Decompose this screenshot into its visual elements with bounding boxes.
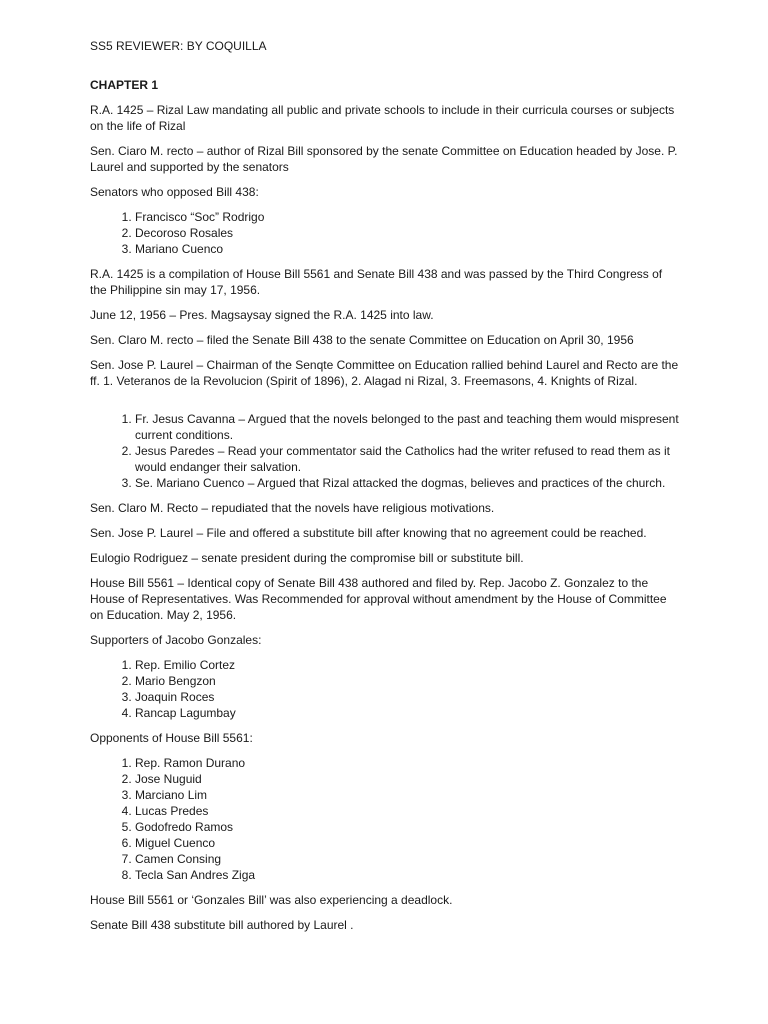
list-opponents [90,755,680,883]
paragraph-recto-author: Sen. Ciaro M. recto – author of Rizal Bill sponsored by the senate Committee on Education headed by Jose. P. Laurel and supported by the senators [90,144,678,174]
list-item: 8. Tecla San Andres Ziga [135,867,680,883]
paragraph-substitute-bill: Senate Bill 438 substitute bill authored by Laurel . [90,918,354,932]
paragraph-compilation: R.A. 1425 is a compilation of House Bill 5561 and Senate Bill 438 and was passed by the Third Congress of the Philippine sin may 17, 1956. [90,267,663,297]
list-item: 5. Godofredo Ramos [135,819,680,835]
chapter-title: CHAPTER 1 [90,78,159,92]
list-item: 2. Mario Bengzon [135,673,680,689]
paragraph-opponents-heading: Opponents of House Bill 5561: [90,731,253,745]
paragraph-rizal-law: R.A. 1425 – Rizal Law mandating all public and private schools to include in their curricula courses or subjects on the life of Rizal [90,103,675,133]
document-page [90,38,680,942]
paragraph-laurel-substitute: Sen. Jose P. Laurel – File and offered a substitute bill after knowing that no agreement could be reached. [90,526,647,540]
list-item: 1. Fr. Jesus Cavanna – Argued that the novels belonged to the past and teaching them would mispresent current conditions. [135,411,680,443]
document-header: SS5 REVIEWER: BY COQUILLA [90,39,267,53]
paragraph-house-bill: House Bill 5561 – Identical copy of Senate Bill 438 authored and filed by. Rep. Jacobo Z. Gonzalez to the House of Representatives. Was Recommended for approval without amendment by the House of Committee on Education. May 2, 1956. [90,576,667,622]
paragraph-signed: June 12, 1956 – Pres. Magsaysay signed the R.A. 1425 into law. [90,308,434,322]
paragraph-recto-repudiated: Sen. Claro M. Recto – repudiated that the novels have religious motivations. [90,501,495,515]
list-item: 3. Joaquin Roces [135,689,680,705]
paragraph-recto-filed: Sen. Claro M. recto – filed the Senate Bill 438 to the senate Committee on Education on April 30, 1956 [90,333,634,347]
list-item: 1. Rep. Emilio Cortez [135,657,680,673]
list-item: 2. Decoroso Rosales [135,225,680,241]
list-item: 4. Lucas Predes [135,803,680,819]
paragraph-opposed-heading: Senators who opposed Bill 438: [90,185,259,199]
list-supporters [90,657,680,721]
list-item: 3. Marciano Lim [135,787,680,803]
list-item: 3. Mariano Cuenco [135,241,680,257]
paragraph-rodriguez: Eulogio Rodriguez – senate president during the compromise bill or substitute bill. [90,551,524,565]
list-item: 1. Francisco “Soc” Rodrigo [135,209,680,225]
list-opposed-senators [90,209,680,257]
list-critics [90,411,680,491]
list-item: 2. Jose Nuguid [135,771,680,787]
paragraph-laurel-chairman: Sen. Jose P. Laurel – Chairman of the Senqte Committee on Education rallied behind Laurel and Recto are the ff. 1. Veteranos de la Revolucion (Spirit of 1896), 2. Alagad ni Rizal, 3. Freemasons, 4. Knights of Rizal. [90,358,679,388]
list-item: 2. Jesus Paredes – Read your commentator said the Catholics had the writer refused to read them as it would endanger their salvation. [135,443,680,475]
list-item: 4. Rancap Lagumbay [135,705,680,721]
list-item: 3. Se. Mariano Cuenco – Argued that Rizal attacked the dogmas, believes and practices of the church. [135,475,680,491]
paragraph-deadlock: House Bill 5561 or ‘Gonzales Bill’ was also experiencing a deadlock. [90,893,453,907]
list-item: 1. Rep. Ramon Durano [135,755,680,771]
list-item: 7. Camen Consing [135,851,680,867]
paragraph-supporters-heading: Supporters of Jacobo Gonzales: [90,633,262,647]
list-item: 6. Miguel Cuenco [135,835,680,851]
